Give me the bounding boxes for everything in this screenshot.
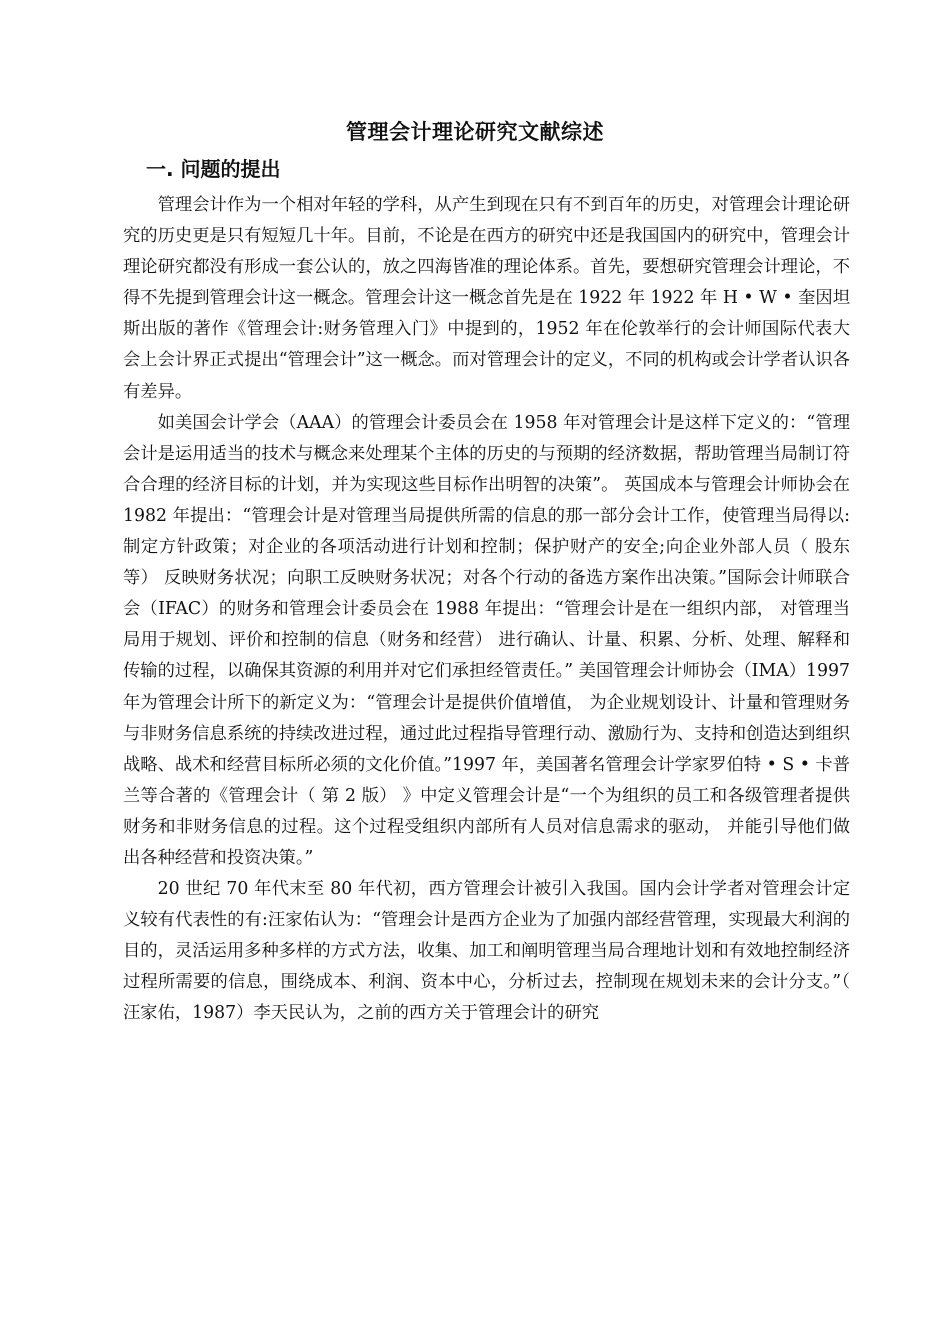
paragraph: 管理会计作为一个相对年轻的学科，从产生到现在只有不到百年的历史，对管理会计理论研究的历史更是只有短短几十年。目前，不论是在西方的研究中还是我国国内的研究中，管理会计理论研究都没有形成一套公认的，放之四海皆准的理论体系。首先，要想研究管理会计理论，不得不先提到管理会计这一概念。管理会计这一概念首先是在 1922 年 1922 年 H • W • 奎因坦斯出版的著作《管理会计:财务管理入门》中提到的，1952 年在伦敦举行的会计师国际代表大会上会计界正式提出“管理会计”这一概念。而对管理会计的定义，不同的机构或会计学者认识各有差异。: [123, 195, 850, 402]
paragraph: 20 世纪 70 年代末至 80 年代初，西方管理会计被引入我国。国内会计学者对管理会计定义较有代表性的有:汪家佑认为：“管理会计是西方企业为了加强内部经营管理，实现最大利润的目的，灵活运用多种多样的方式方法，收集、加工和阐明管理当局合理地计划和有效地控制经济过程所需要的信息，围绕成本、利润、资本中心，分析过去，控制现在规划未来的会计分支。”（ 汪家佑，1987）李天民认为，之前的西方关于管理会计的研究: [123, 879, 850, 1024]
paragraph: 如美国会计学会（AAA）的管理会计委员会在 1958 年对管理会计是这样下定义的：“管理会计是运用适当的技术与概念来处理某个主体的历史的与预期的经济数据，帮助管理当局制订符合合理的经济目标的计划，并为实现这些目标作出明智的决策”。 英国成本与管理会计师协会在 1982 年提出：“管理会计是对管理当局提供所需的信息的那一部分会计工作，使管理当局得以:制定方针政策；对企业的各项活动进行计划和控制；保护财产的安全;向企业外部人员（ 股东等） 反映财务状况；向职工反映财务状况；对各个行动的备选方案作出决策。”国际会计师联合会（IFAC）的财务和管理会计委员会在 1988 年提出：“管理会计是在一组织内部， 对管理当局用于规划、评价和控制的信息（财务和经营） 进行确认、计量、积累、分析、处理、解释和传输的过程，以确保其资源的利用并对它们承担经管责任。” 美国管理会计师协会（IMA）1997 年为管理会计所下的新定义为：“管理会计是提供价值增值， 为企业规划设计、计量和管理财务与非财务信息系统的持续改进过程，通过此过程指导管理行动、激励行为、支持和创造达到组织战略、战术和经营目标所必须的文化价值。”1997 年，美国著名管理会计学家罗伯特 • S • 卡普兰等合著的《管理会计（ 第 2 版） 》中定义管理会计是“一个为组织的员工和各级管理者提供财务和非财务信息的过程。这个过程受组织内部所有人员对信息需求的驱动， 并能引导他们做出各种经营和投资决策。”: [123, 412, 850, 868]
document-body: [123, 190, 850, 1030]
section-heading: 一. 问题的提出: [146, 157, 281, 181]
document-title: 管理会计理论研究文献综述: [346, 120, 604, 144]
